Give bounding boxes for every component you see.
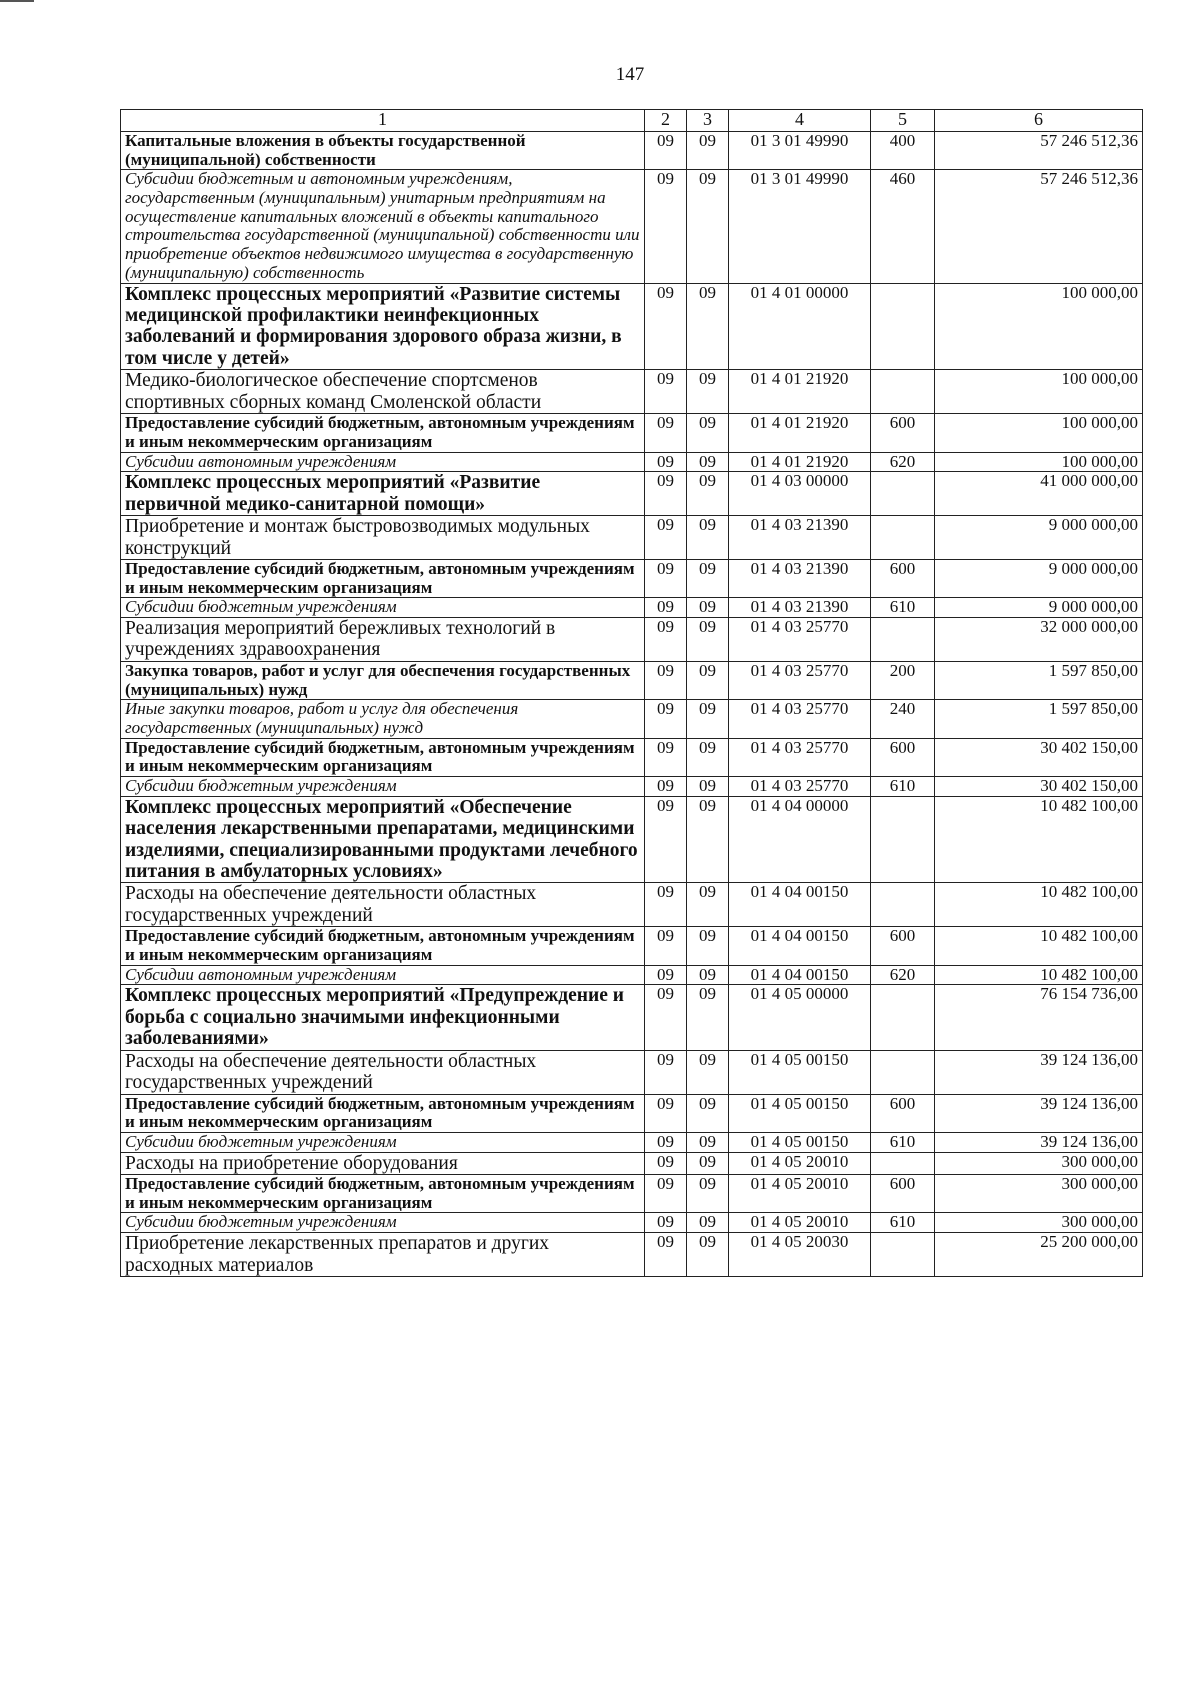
row-amount: 10 482 100,00	[935, 883, 1143, 927]
row-subsection-code: 09	[687, 796, 729, 883]
budget-table	[120, 109, 1143, 1277]
row-name: Субсидии бюджетным учреждениям	[121, 598, 645, 618]
row-amount: 10 482 100,00	[935, 796, 1143, 883]
row-amount: 9 000 000,00	[935, 516, 1143, 560]
row-subsection-code: 09	[687, 883, 729, 927]
row-section-code: 09	[645, 883, 687, 927]
row-name: Комплекс процессных мероприятий «Развитие системы медицинской профилактики неинфекционных заболеваний и формирования здорового образа жизни, в том числе у детей»	[121, 283, 645, 370]
row-subsection-code: 09	[687, 1094, 729, 1132]
table-row	[121, 796, 1143, 883]
row-section-code: 09	[645, 1152, 687, 1174]
row-name: Комплекс процессных мероприятий «Предупреждение и борьба с социально значимыми инфекционными заболеваниями»	[121, 985, 645, 1050]
row-amount: 1 597 850,00	[935, 661, 1143, 699]
table-row	[121, 985, 1143, 1050]
row-target-article: 01 4 04 00150	[729, 965, 871, 985]
row-subsection-code: 09	[687, 661, 729, 699]
row-target-article: 01 4 03 21390	[729, 598, 871, 618]
row-section-code: 09	[645, 559, 687, 597]
row-subsection-code: 09	[687, 700, 729, 738]
table-row	[121, 598, 1143, 618]
row-amount: 39 124 136,00	[935, 1132, 1143, 1152]
row-name: Субсидии бюджетным учреждениям	[121, 1132, 645, 1152]
row-name: Приобретение лекарственных препаратов и других расходных материалов	[121, 1233, 645, 1277]
row-amount: 39 124 136,00	[935, 1094, 1143, 1132]
row-section-code: 09	[645, 283, 687, 370]
row-subsection-code: 09	[687, 414, 729, 452]
column-header-6: 6	[935, 110, 1143, 132]
row-target-article: 01 4 04 00000	[729, 796, 871, 883]
table-row	[121, 1050, 1143, 1094]
row-target-article: 01 4 05 20010	[729, 1152, 871, 1174]
row-section-code: 09	[645, 170, 687, 283]
table-row	[121, 618, 1143, 662]
table-row	[121, 452, 1143, 472]
row-amount: 57 246 512,36	[935, 170, 1143, 283]
row-name: Субсидии бюджетным и автономным учреждениям, государственным (муниципальным) унитарным предприятиям на осуществление капитальных вложений в объекты капитального строительства государственной (муниципальной) собственности или приобретение объектов недвижимого имущества в государственную (муниципальную) собственность	[121, 170, 645, 283]
row-name: Расходы на обеспечение деятельности областных государственных учреждений	[121, 1050, 645, 1094]
row-subsection-code: 09	[687, 1132, 729, 1152]
row-name: Комплекс процессных мероприятий «Обеспечение населения лекарственными препаратами, медицинскими изделиями, специализированными продуктами лечебного питания в амбулаторных условиях»	[121, 796, 645, 883]
page-number: 147	[615, 64, 645, 85]
row-amount: 100 000,00	[935, 452, 1143, 472]
row-section-code: 09	[645, 414, 687, 452]
row-subsection-code: 09	[687, 965, 729, 985]
row-amount: 100 000,00	[935, 370, 1143, 414]
row-target-article: 01 4 03 25770	[729, 777, 871, 797]
row-expense-type: 610	[871, 598, 935, 618]
row-target-article: 01 4 04 00150	[729, 883, 871, 927]
row-section-code: 09	[645, 1050, 687, 1094]
row-name: Медико-биологическое обеспечение спортсменов спортивных сборных команд Смоленской области	[121, 370, 645, 414]
row-target-article: 01 3 01 49990	[729, 170, 871, 283]
row-amount: 10 482 100,00	[935, 965, 1143, 985]
row-amount: 100 000,00	[935, 283, 1143, 370]
table-row	[121, 738, 1143, 776]
table-row	[121, 777, 1143, 797]
column-header-5: 5	[871, 110, 935, 132]
row-expense-type: 620	[871, 452, 935, 472]
row-subsection-code: 09	[687, 618, 729, 662]
row-expense-type: 600	[871, 1094, 935, 1132]
row-amount: 1 597 850,00	[935, 700, 1143, 738]
row-expense-type	[871, 472, 935, 516]
row-subsection-code: 09	[687, 472, 729, 516]
row-expense-type: 600	[871, 1175, 935, 1213]
table-row	[121, 1175, 1143, 1213]
row-section-code: 09	[645, 452, 687, 472]
row-amount: 30 402 150,00	[935, 738, 1143, 776]
row-amount: 300 000,00	[935, 1175, 1143, 1213]
row-expense-type	[871, 618, 935, 662]
row-target-article: 01 4 03 25770	[729, 700, 871, 738]
table-row	[121, 283, 1143, 370]
row-amount: 9 000 000,00	[935, 598, 1143, 618]
table-row	[121, 1213, 1143, 1233]
row-amount: 100 000,00	[935, 414, 1143, 452]
row-subsection-code: 09	[687, 598, 729, 618]
row-section-code: 09	[645, 965, 687, 985]
row-name: Предоставление субсидий бюджетным, автономным учреждениям и иным некоммерческим организациям	[121, 927, 645, 965]
row-target-article: 01 3 01 49990	[729, 132, 871, 170]
row-target-article: 01 4 05 00150	[729, 1132, 871, 1152]
row-expense-type: 600	[871, 414, 935, 452]
table-row	[121, 132, 1143, 170]
row-subsection-code: 09	[687, 985, 729, 1050]
row-target-article: 01 4 03 21390	[729, 516, 871, 560]
table-row	[121, 370, 1143, 414]
row-amount: 9 000 000,00	[935, 559, 1143, 597]
row-name: Иные закупки товаров, работ и услуг для обеспечения государственных (муниципальных) нужд	[121, 700, 645, 738]
row-name: Расходы на приобретение оборудования	[121, 1152, 645, 1174]
row-target-article: 01 4 04 00150	[729, 927, 871, 965]
row-target-article: 01 4 05 20010	[729, 1213, 871, 1233]
row-target-article: 01 4 05 20030	[729, 1233, 871, 1277]
row-section-code: 09	[645, 1213, 687, 1233]
row-subsection-code: 09	[687, 1175, 729, 1213]
row-name: Реализация мероприятий бережливых технологий в учреждениях здравоохранения	[121, 618, 645, 662]
table-row	[121, 559, 1143, 597]
row-expense-type	[871, 1233, 935, 1277]
row-name: Закупка товаров, работ и услуг для обеспечения государственных (муниципальных) нужд	[121, 661, 645, 699]
row-section-code: 09	[645, 738, 687, 776]
row-expense-type: 600	[871, 559, 935, 597]
row-section-code: 09	[645, 1233, 687, 1277]
table-row	[121, 883, 1143, 927]
column-header-2: 2	[645, 110, 687, 132]
row-expense-type	[871, 985, 935, 1050]
row-target-article: 01 4 03 25770	[729, 661, 871, 699]
column-header-1: 1	[121, 110, 645, 132]
row-target-article: 01 4 01 21920	[729, 414, 871, 452]
table-row	[121, 1233, 1143, 1277]
column-header-3: 3	[687, 110, 729, 132]
row-expense-type	[871, 883, 935, 927]
row-section-code: 09	[645, 777, 687, 797]
row-expense-type: 610	[871, 1213, 935, 1233]
row-target-article: 01 4 03 25770	[729, 738, 871, 776]
row-subsection-code: 09	[687, 1152, 729, 1174]
table-row	[121, 1094, 1143, 1132]
row-subsection-code: 09	[687, 370, 729, 414]
row-amount: 30 402 150,00	[935, 777, 1143, 797]
row-expense-type: 600	[871, 738, 935, 776]
row-subsection-code: 09	[687, 777, 729, 797]
row-section-code: 09	[645, 370, 687, 414]
row-name: Комплекс процессных мероприятий «Развитие первичной медико-санитарной помощи»	[121, 472, 645, 516]
row-subsection-code: 09	[687, 1213, 729, 1233]
row-target-article: 01 4 03 21390	[729, 559, 871, 597]
row-target-article: 01 4 05 00150	[729, 1094, 871, 1132]
row-subsection-code: 09	[687, 1050, 729, 1094]
row-expense-type: 600	[871, 927, 935, 965]
row-amount: 32 000 000,00	[935, 618, 1143, 662]
row-amount: 25 200 000,00	[935, 1233, 1143, 1277]
row-name: Субсидии бюджетным учреждениям	[121, 777, 645, 797]
row-amount: 39 124 136,00	[935, 1050, 1143, 1094]
row-subsection-code: 09	[687, 559, 729, 597]
table-row	[121, 700, 1143, 738]
row-section-code: 09	[645, 1132, 687, 1152]
row-expense-type: 400	[871, 132, 935, 170]
row-target-article: 01 4 01 21920	[729, 370, 871, 414]
column-header-4: 4	[729, 110, 871, 132]
row-section-code: 09	[645, 516, 687, 560]
row-section-code: 09	[645, 598, 687, 618]
row-name: Субсидии автономным учреждениям	[121, 965, 645, 985]
row-section-code: 09	[645, 661, 687, 699]
row-name: Субсидии автономным учреждениям	[121, 452, 645, 472]
row-expense-type	[871, 796, 935, 883]
row-subsection-code: 09	[687, 170, 729, 283]
row-section-code: 09	[645, 1175, 687, 1213]
row-amount: 76 154 736,00	[935, 985, 1143, 1050]
row-amount: 10 482 100,00	[935, 927, 1143, 965]
row-name: Предоставление субсидий бюджетным, автономным учреждениям и иным некоммерческим организациям	[121, 1094, 645, 1132]
row-section-code: 09	[645, 927, 687, 965]
row-amount: 300 000,00	[935, 1213, 1143, 1233]
row-subsection-code: 09	[687, 132, 729, 170]
table-row	[121, 661, 1143, 699]
row-section-code: 09	[645, 1094, 687, 1132]
table-row	[121, 170, 1143, 283]
row-target-article: 01 4 01 00000	[729, 283, 871, 370]
row-target-article: 01 4 05 00150	[729, 1050, 871, 1094]
row-amount: 57 246 512,36	[935, 132, 1143, 170]
row-name: Расходы на обеспечение деятельности областных государственных учреждений	[121, 883, 645, 927]
row-target-article: 01 4 01 21920	[729, 452, 871, 472]
row-section-code: 09	[645, 985, 687, 1050]
row-expense-type: 460	[871, 170, 935, 283]
scan-edge-mark	[0, 0, 34, 2]
row-target-article: 01 4 03 25770	[729, 618, 871, 662]
row-name: Предоставление субсидий бюджетным, автономным учреждениям и иным некоммерческим организациям	[121, 559, 645, 597]
table-row	[121, 965, 1143, 985]
row-name: Предоставление субсидий бюджетным, автономным учреждениям и иным некоммерческим организациям	[121, 1175, 645, 1213]
row-expense-type: 610	[871, 777, 935, 797]
row-section-code: 09	[645, 472, 687, 516]
row-expense-type: 240	[871, 700, 935, 738]
row-expense-type	[871, 370, 935, 414]
row-name: Приобретение и монтаж быстровозводимых модульных конструкций	[121, 516, 645, 560]
row-target-article: 01 4 03 00000	[729, 472, 871, 516]
row-target-article: 01 4 05 00000	[729, 985, 871, 1050]
row-section-code: 09	[645, 700, 687, 738]
row-expense-type	[871, 516, 935, 560]
table-row	[121, 516, 1143, 560]
row-subsection-code: 09	[687, 452, 729, 472]
row-expense-type	[871, 1152, 935, 1174]
row-subsection-code: 09	[687, 927, 729, 965]
row-subsection-code: 09	[687, 283, 729, 370]
row-name: Предоставление субсидий бюджетным, автономным учреждениям и иным некоммерческим организациям	[121, 738, 645, 776]
row-expense-type: 200	[871, 661, 935, 699]
row-name: Капитальные вложения в объекты государственной (муниципальной) собственности	[121, 132, 645, 170]
table-row	[121, 1132, 1143, 1152]
table-row	[121, 1152, 1143, 1174]
row-section-code: 09	[645, 132, 687, 170]
row-expense-type	[871, 283, 935, 370]
row-amount: 41 000 000,00	[935, 472, 1143, 516]
table-row	[121, 927, 1143, 965]
row-section-code: 09	[645, 796, 687, 883]
row-subsection-code: 09	[687, 738, 729, 776]
row-section-code: 09	[645, 618, 687, 662]
table-row	[121, 472, 1143, 516]
row-expense-type	[871, 1050, 935, 1094]
table-row	[121, 414, 1143, 452]
row-amount: 300 000,00	[935, 1152, 1143, 1174]
row-expense-type: 610	[871, 1132, 935, 1152]
row-expense-type: 620	[871, 965, 935, 985]
row-name: Субсидии бюджетным учреждениям	[121, 1213, 645, 1233]
row-subsection-code: 09	[687, 516, 729, 560]
row-name: Предоставление субсидий бюджетным, автономным учреждениям и иным некоммерческим организациям	[121, 414, 645, 452]
row-subsection-code: 09	[687, 1233, 729, 1277]
table-header-row	[121, 110, 1143, 132]
row-target-article: 01 4 05 20010	[729, 1175, 871, 1213]
